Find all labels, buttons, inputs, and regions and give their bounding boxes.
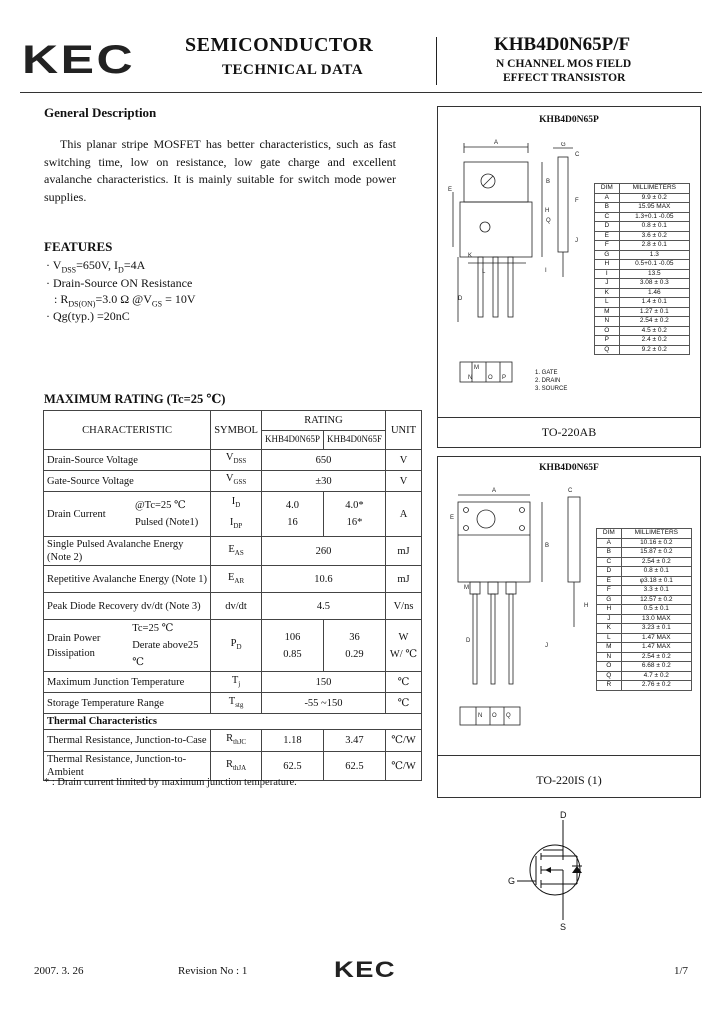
svg-text:D: D [458, 296, 463, 302]
table-row: J 3.08 ± 0.3 [595, 279, 690, 289]
table-row: Peak Diode Recovery dv/dt (Note 3) dv/dt 4.5 V/ns [44, 593, 422, 620]
table-row: A 9.9 ± 0.2 [595, 193, 690, 203]
table-row: D 0.8 ± 0.1 [595, 222, 690, 232]
table-row: Maximum Junction Temperature $T_j$ 150 ℃ [44, 672, 422, 693]
table-row: Q 9.2 ± 0.2 [595, 345, 690, 355]
table-row: Thermal Characteristics [44, 714, 422, 730]
table-row: B 15.87 ± 0.2 [597, 548, 692, 558]
table-row: Single Pulsed Avalanche Energy (Note 2) $E_{AS}$ 260 mJ [44, 537, 422, 566]
kec-logo: KEC [22, 38, 136, 82]
svg-text:L: L [482, 269, 486, 275]
package-f-title: KHB4D0N65F [539, 463, 599, 473]
svg-text:N: N [468, 375, 473, 381]
svg-text:G: G [561, 142, 566, 148]
table-row: F 3.3 ± 0.1 [597, 586, 692, 596]
svg-text:K: K [468, 253, 473, 259]
svg-text:J: J [575, 238, 578, 244]
table-row: M 1.27 ± 0.1 [595, 307, 690, 317]
part-number: KHB4D0N65P/F [494, 34, 631, 55]
table-row: E φ3.18 ± 0.1 [597, 576, 692, 586]
svg-text:N: N [478, 713, 483, 719]
table-row: Drain Current @Tc=25 ℃ Pulsed (Note1) $I_D$ $I_{DP}$ 4.0 16 4.0* 16* A [44, 492, 422, 537]
table-row: N 2.54 ± 0.2 [597, 652, 692, 662]
header-subtitle: TECHNICAL DATA [222, 62, 364, 78]
general-description-heading: General Description [44, 105, 157, 120]
device-type-line2: EFFECT TRANSISTOR [503, 72, 626, 84]
table-row: O 6.68 ± 0.2 [597, 662, 692, 672]
table-row: B 15.95 MAX [595, 203, 690, 213]
table-row: Gate-Source Voltage $V_{GSS}$ ±30 V [44, 471, 422, 492]
table-row: Storage Temperature Range $T_{stg}$ -55 ~150 ℃ [44, 693, 422, 714]
table-row: N 2.54 ± 0.2 [595, 317, 690, 327]
svg-text:M: M [464, 585, 469, 591]
device-type-line1: N CHANNEL MOS FIELD [496, 58, 632, 70]
table-header-row: KHB4D0N65P KHB4D0N65F [44, 430, 422, 450]
table-row: Drain-Source Voltage $V_{DSS}$ 650 V [44, 450, 422, 471]
footer-page-number: 1/7 [674, 965, 689, 977]
svg-text:H: H [584, 603, 589, 609]
svg-text:G: G [508, 876, 516, 886]
package-p-divider [438, 417, 700, 418]
table-row: R 2.76 ± 0.2 [597, 681, 692, 691]
table-row: G 12.57 ± 0.2 [597, 595, 692, 605]
package-f-box [437, 456, 701, 798]
package-f-dimension-table: DIM MILLIMETERS A 10.16 ± 0.2 B 15.87 ± 0.2 C 2.54 ± 0.2 D 0.8 ± 0.1 E φ3.18 ± 0.1 F 3.3 ± 0.1 G 12.57 ± 0.2 H 0.5 ± 0.1 J 13.0 MAX K 3.23 ± 0.1 L 1.47 MAX M 1.47 MAX N 2.54 ± 0.2 O 6.68 ± 0.2 Q 4.7 ± 0.2 R 2.76 ± 0.2 [596, 528, 692, 691]
svg-text:H: H [545, 208, 550, 214]
package-p-label: TO-220AB [541, 425, 597, 439]
table-row: C 1.3+0.1 -0.05 [595, 212, 690, 222]
package-p-dimension-table: DIM MILLIMETERS A 9.9 ± 0.2 B 15.95 MAX C 1.3+0.1 -0.05 D 0.8 ± 0.1 E 3.6 ± 0.2 F 2.8 ± 0.1 G 1.3 H 0.5+0.1 -0.05 I 13.5 J 3.08 ± 0.3 K 1.46 L 1.4 ± 0.1 M 1.27 ± 0.1 N 2.54 ± 0.2 O 4.5 ± 0.2 P 2.4 ± 0.2 Q 9.2 ± 0.2 [594, 183, 690, 355]
table-row: F 2.8 ± 0.1 [595, 241, 690, 251]
table-row: C 2.54 ± 0.2 [597, 557, 692, 567]
svg-text:O: O [492, 713, 497, 719]
header-divider [436, 37, 437, 85]
feature-on-resistance: · Drain-Source ON Resistance [46, 276, 193, 290]
footer-revision: Revision No : 1 [178, 965, 248, 977]
table-row: Repetitive Avalanche Energy (Note 1) $E_{AR}$ 10.6 mJ [44, 566, 422, 593]
to220is-outline-drawing [438, 457, 608, 747]
table-row: Thermal Resistance, Junction-to- Ambient $R_{thJA}$ 62.5 62.5 ℃/W [44, 752, 422, 781]
svg-text:A: A [494, 140, 499, 146]
svg-text:B: B [546, 179, 551, 185]
svg-text:M: M [474, 365, 479, 371]
svg-text:J: J [545, 643, 548, 649]
footer-date: 2007. 3. 26 [34, 965, 84, 977]
svg-text:A: A [492, 488, 497, 494]
svg-text:B: B [545, 543, 550, 549]
table-row: M 1.47 MAX [597, 643, 692, 653]
table-row: H 0.5+0.1 -0.05 [595, 260, 690, 270]
features-heading: FEATURES [44, 239, 113, 254]
footer-kec-logo: KEC [334, 957, 396, 982]
svg-text:F: F [575, 198, 579, 204]
feature-qg: · Qg(typ.) =20nC [46, 309, 130, 323]
general-description-text: This planar stripe MOSFET has better characteristics, such as fast switching time, low on resistance, low gate charge and excellent avalanche characteristics. It is mainly suitable for switch mode power supplies. [44, 137, 396, 204]
feature-vdss-id: · $V_{DSS}=650V$, $I_D=4A$ [46, 258, 146, 275]
table-row: E 3.6 ± 0.2 [595, 231, 690, 241]
header-title: SEMICONDUCTOR [185, 34, 374, 56]
table-row: H 0.5 ± 0.1 [597, 605, 692, 615]
table-row: I 13.5 [595, 269, 690, 279]
table-header-row: CHARACTERISTIC SYMBOL RATING UNIT [44, 411, 422, 431]
maximum-rating-table [43, 410, 422, 781]
package-f-divider [438, 755, 700, 756]
table-row: L 1.47 MAX [597, 633, 692, 643]
table-row: A 10.16 ± 0.2 [597, 538, 692, 548]
package-p-box [437, 106, 701, 448]
svg-text:E: E [450, 515, 455, 521]
drain-current-note: * : Drain current limited by maximum junction temperature. [44, 777, 297, 788]
svg-text:C: C [575, 152, 580, 158]
n-channel-mosfet-symbol-icon [505, 808, 595, 933]
svg-text:D: D [466, 638, 471, 644]
svg-text:S: S [560, 922, 567, 932]
svg-text:Q: Q [506, 713, 511, 719]
svg-text:I: I [545, 268, 547, 274]
svg-text:Q: Q [546, 218, 551, 224]
table-row: K 1.46 [595, 288, 690, 298]
header-rule [20, 92, 702, 93]
table-row: K 3.23 ± 0.1 [597, 624, 692, 634]
maximum-rating-heading: MAXIMUM RATING (Tc=25 ℃) [44, 392, 226, 406]
table-row: O 4.5 ± 0.2 [595, 326, 690, 336]
table-row: Q 4.7 ± 0.2 [597, 671, 692, 681]
svg-text:D: D [560, 810, 567, 820]
table-row: Drain Power Dissipation Tc=25 ℃ Derate above25 ℃ $P_D$ 106 0.85 36 0.29 W W/ ℃ [44, 620, 422, 672]
table-row: G 1.3 [595, 250, 690, 260]
table-row: L 1.4 ± 0.1 [595, 298, 690, 308]
feature-rds-value: : $R_{DS(ON)}=3.0$ Ω $@V_{GS} = 10V$ [54, 292, 196, 309]
to220ab-side-drawing [543, 142, 593, 282]
table-row: P 2.4 ± 0.2 [595, 336, 690, 346]
package-p-title: KHB4D0N65P [539, 115, 599, 125]
table-row: J 13.0 MAX [597, 614, 692, 624]
package-f-label: TO-220IS (1) [536, 773, 602, 787]
table-row: Thermal Resistance, Junction-to-Case $R_{thJC}$ 1.18 3.47 ℃/W [44, 730, 422, 752]
svg-text:O: O [488, 375, 493, 381]
table-row: D 0.8 ± 0.1 [597, 567, 692, 577]
svg-text:E: E [448, 187, 453, 193]
pin-list: 1. GATE 2. DRAIN 3. SOURCE [535, 370, 568, 392]
svg-text:C: C [568, 488, 573, 494]
svg-text:P: P [502, 375, 507, 381]
